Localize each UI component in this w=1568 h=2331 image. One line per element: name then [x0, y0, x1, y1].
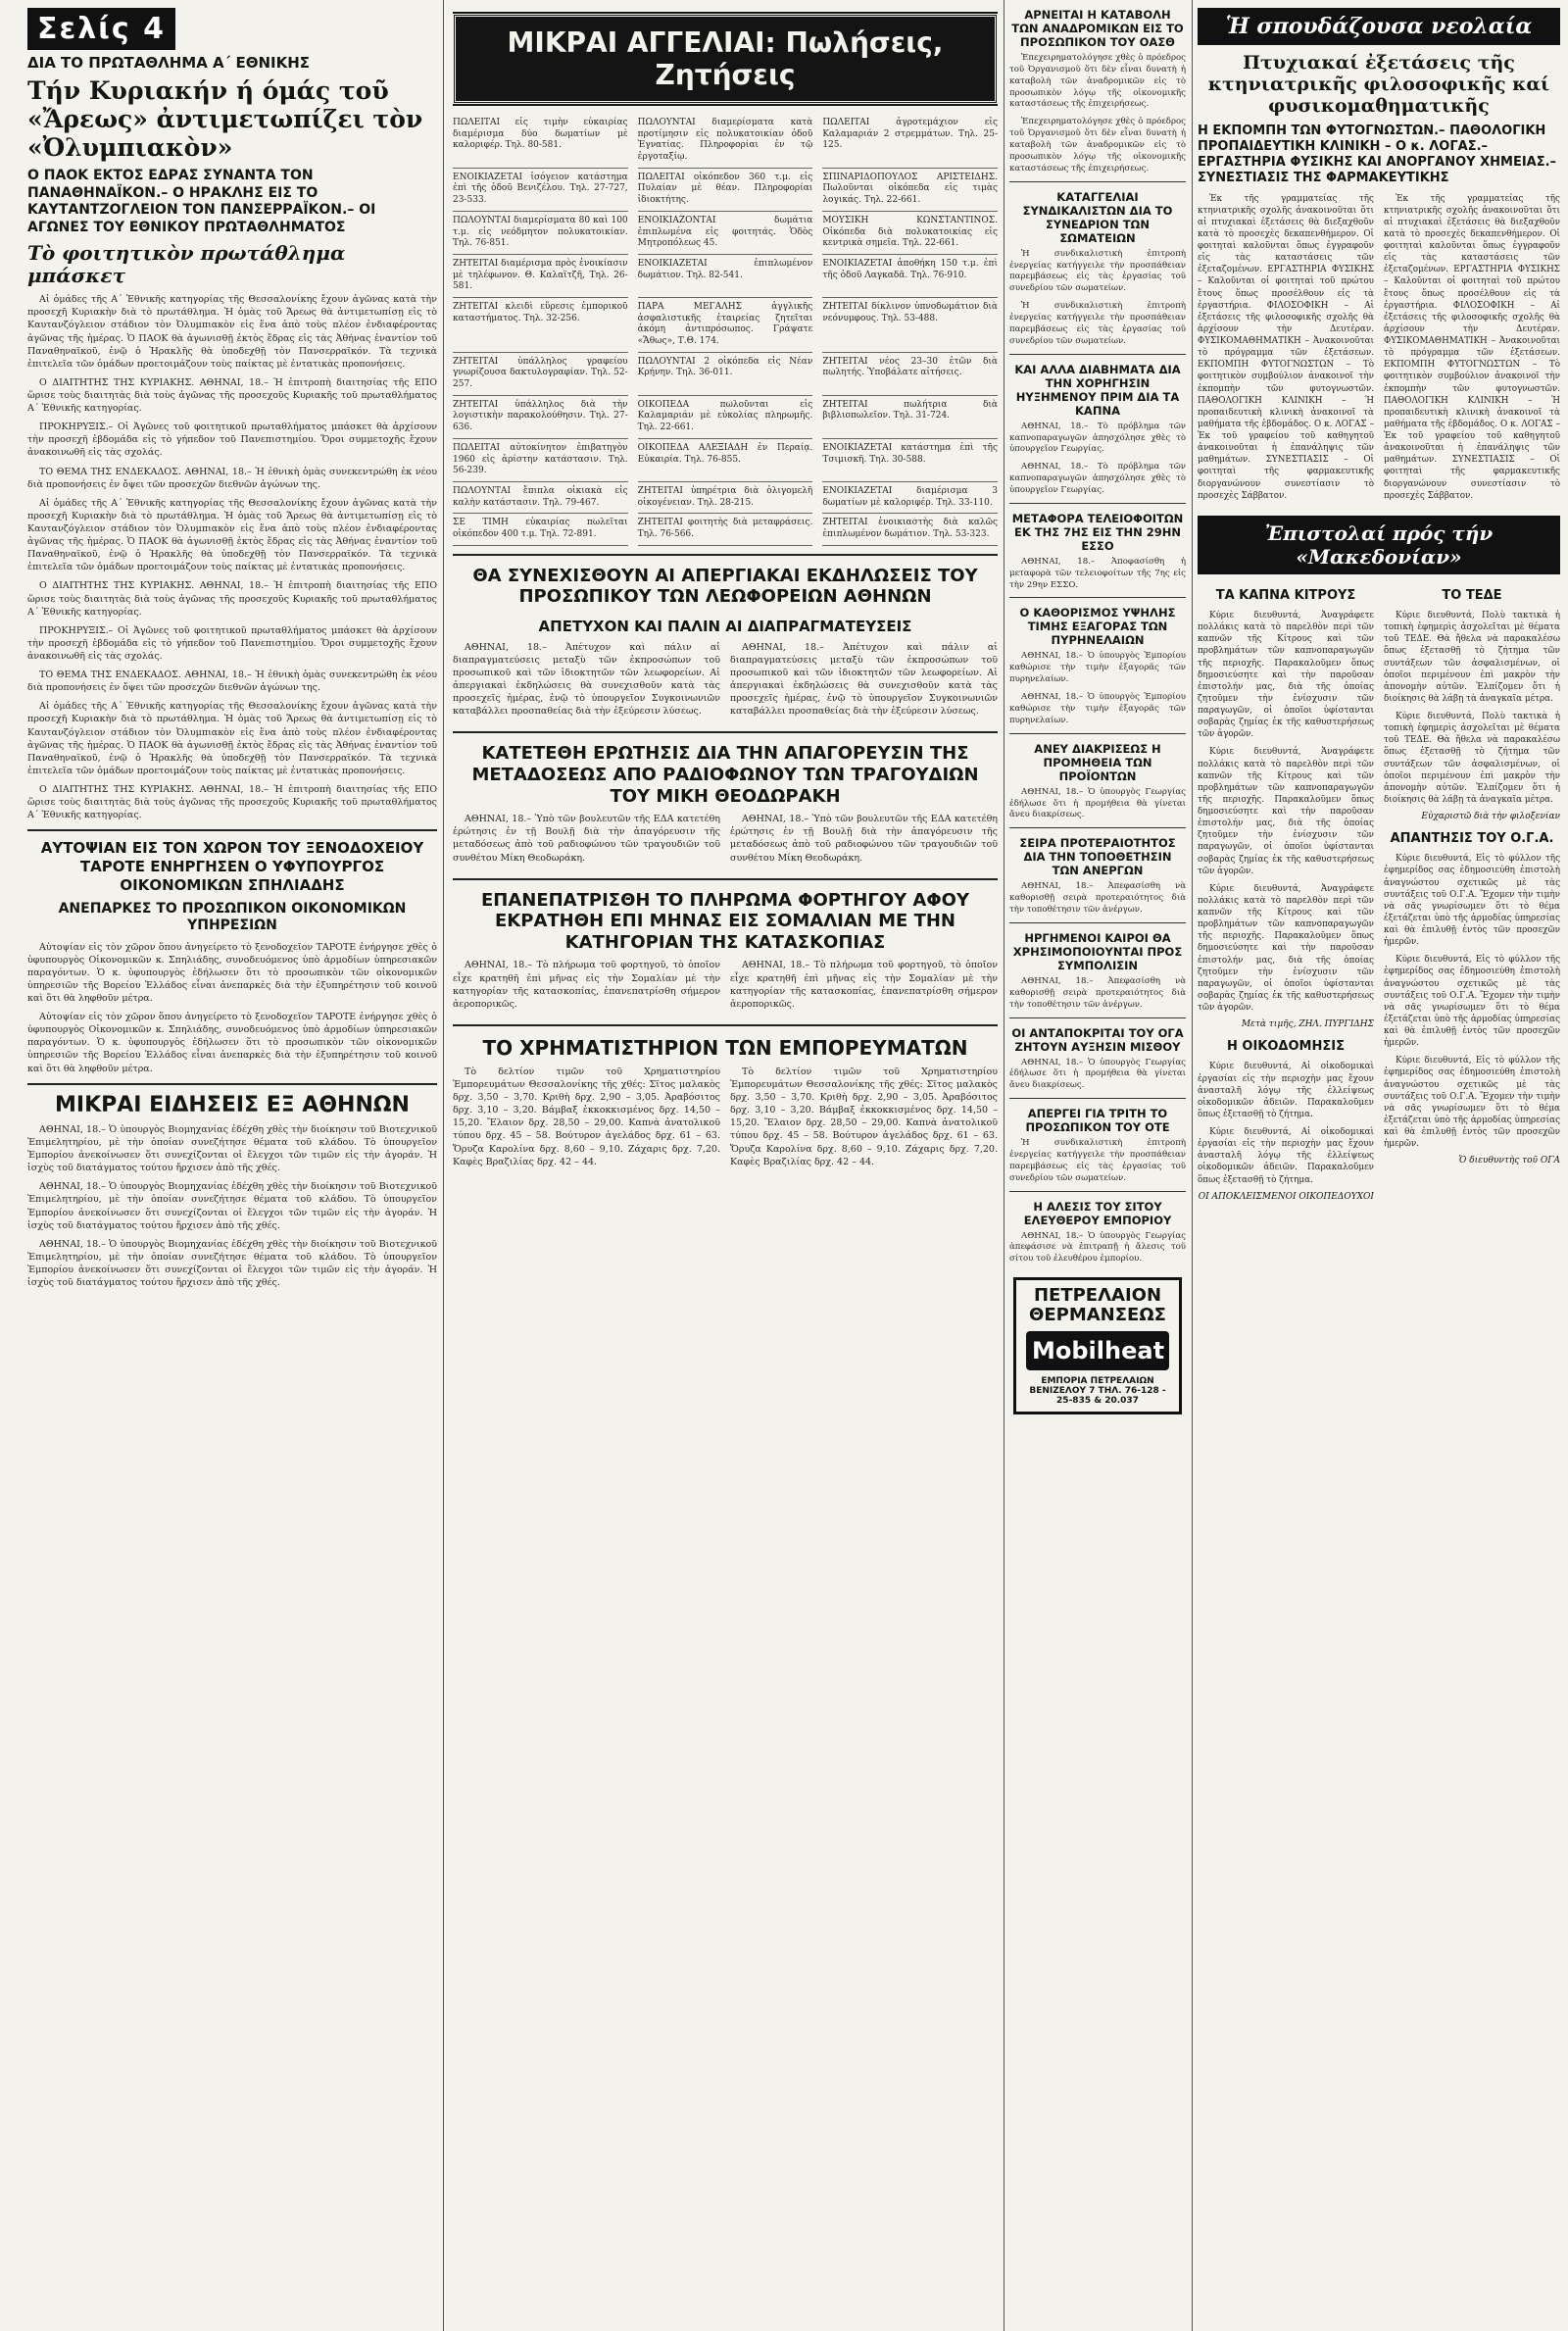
headline-bus-strike: ΘΑ ΣΥΝΕΧΙΣΘΟΥΝ ΑΙ ΑΠΕΡΓΙΑΚΑΙ ΕΚΔΗΛΩΣΕΙΣ ΤΟΥ ΠΡΟΣΩΠΙΚΟΥ ΤΩΝ ΛΕΩΦΟΡΕΙΩΝ ΑΘΗΝΩΝ: [472, 565, 978, 608]
classified-ad: ΣΠΙΝΑΡΙΔΟΠΟΥΛΟΣ ΑΡΙΣΤΕΙΔΗΣ. Πωλοῦνται οἰκόπεδα εἰς τιμὰς λογικάς. Τηλ. 22-661.: [822, 169, 998, 212]
headline: ΚΑΤΑΓΓΕΛΙΑΙ ΣΥΝΔΙΚΑΛΙΣΤΩΝ ΔΙΑ ΤΟ ΣΥΝΕΔΡΙΟΝ ΤΩΝ ΣΩΜΑΤΕΙΩΝ: [1022, 189, 1173, 245]
paragraph: ΑΘΗΝΑΙ, 18.– Ἀπέτυχον καὶ πάλιν αἱ διαπραγματεύσεις μεταξὺ τῶν ἐκπροσώπων τοῦ προσωπικοῦ καὶ τῶν ἰδιοκτητῶν τῶν λεωφορείων. Αἱ ἀπεργιακαὶ ἐκδηλώσεις θὰ συνεχισθοῦν κατὰ τὰς προσεχεῖς ἡμέρας, ἐνῷ τὸ ὑπουργεῖον Συγκοινωνιῶν καταβάλλει προσπαθείας διὰ τὴν ἐξεύρεσιν λύσεως.: [730, 641, 998, 718]
paragraph: Κύριε διευθυντά, Εἰς τὸ φύλλον τῆς ἐφημερίδος σας ἐδημοσιεύθη ἐπιστολὴ ἀναγνώστου σχετικῶς μὲ τὰς συντάξεις τοῦ Ο.Γ.Α. Ἔχομεν τὴν τιμὴν νὰ σᾶς γνωρίσωμεν ὅτι τὸ θέμα ἐξετάζεται ὑπὸ τῆς ἁρμοδίας ὑπηρεσίας καὶ θὰ ἐπιλυθῇ ἐντὸς τῶν προσεχῶν ἡμερῶν.: [1384, 955, 1560, 1049]
headline: ΟΙ ΑΝΤΑΠΟΚΡΙΤΑΙ ΤΟΥ ΟΓΑ ΖΗΤΟΥΝ ΑΥΞΗΣΙΝ ΜΙΣΘΟΥ: [1011, 1025, 1184, 1054]
paragraph: ΑΘΗΝΑΙ, 18.– Ὁ ὑπουργὸς Γεωργίας ἐδήλωσε ὅτι ἡ προμήθεια θὰ γίνεται ἄνευ διακρίσεως.: [1009, 786, 1186, 820]
paragraph: ΑΘΗΝΑΙ, 18.– Ὁ ὑπουργὸς Βιομηχανίας ἐδέχθη χθὲς τὴν διοίκησιν τοῦ Βιοτεχνικοῦ Ἐπιμελητηρίου, μὲ τὴν ὁποίαν συνεζήτησε θέματα τοῦ κλάδου. Τὸ ὑπουργεῖον Ἐμπορίου ἀνεκοίνωσεν ὅτι συνεχίζονται οἱ ἔλεγχοι τῶν τιμῶν εἰς τὴν ἀγοράν. Ἡ ἰσχὺς τοῦ διατάγματος τούτου ἤρχισεν ἀπὸ τῆς χθές.: [27, 1238, 437, 1289]
paragraph: Ἡ συνδικαλιστικὴ ἐπιτροπὴ ἐνεργείας κατήγγειλε τὴν προσπάθειαν παρεμβάσεως εἰς τὰς ἐργασίας τοῦ συνεδρίου τῶν σωματείων.: [1009, 301, 1186, 346]
article-body: [27, 941, 437, 1075]
divider: [1009, 503, 1186, 504]
paragraph: Αἱ ὁμάδες τῆς Α΄ Ἐθνικῆς κατηγορίας τῆς Θεσσαλονίκης ἔχουν ἀγῶνας κατὰ τὴν προσεχῆ Κυριακὴν διὰ τὸ πρωτάθλημα. Ἡ ὁμὰς τοῦ Ἄρεως θὰ ἀντιμετωπίσῃ εἰς τὸ Καυτανζόγλειον στάδιον τὸν Ὀλυμπιακὸν εἰς ἕνα ἀπὸ τοὺς πλέον ἐνδιαφέροντας ἀγῶνας τῆς ἡμέρας. Ὁ ΠΑΟΚ θὰ ἀγωνισθῇ ἐκτὸς ἕδρας εἰς τὰς Ἀθήνας ἐναντίον τοῦ Παναθηναϊκοῦ, ἐνῷ ὁ Ἡρακλῆς θὰ ὑποδεχθῇ τὸν Πανσερραϊκόν. Τὰ τεχνικὰ ἐπιτελεῖα τῶν ὁμάδων προετοιμάζουν τοὺς παίκτας μὲ ἐντατικὰς προπονήσεις.: [27, 497, 437, 573]
divider: [1009, 922, 1186, 923]
main-subhead: Ο ΠΑΟΚ ΕΚΤΟΣ ΕΔΡΑΣ ΣΥΝΑΝΤΑ ΤΟΝ ΠΑΝΑΘΗΝΑΪΚΟΝ.– Ο ΗΡΑΚΛΗΣ ΕΙΣ ΤΟ ΚΑΥΤΑΝΤΖΟΓΛΕΙΟΝ ΤΟΝ ΠΑΝΣΕΡΡΑΪΚΟΝ.– ΟΙ ΑΓΩΝΕΣ ΤΟΥ ΕΘΝΙΚΟΥ ΠΡΩΤΑΘΛΗΜΑΤΟΣ: [27, 168, 376, 235]
sports-column: [27, 0, 437, 2331]
headline-athens-news: ΜΙΚΡΑΙ ΕΙΔΗΣΕΙΣ ΕΞ ΑΘΗΝΩΝ: [55, 1092, 410, 1117]
short-news-column: [1009, 0, 1186, 2331]
paragraph: Ἐπεχειρηματολόγησε χθὲς ὁ πρόεδρος τοῦ Ὀργανισμοῦ ὅτι δὲν εἶναι δυνατὴ ἡ καταβολὴ τῶν ἀναδρομικῶν εἰς τὸ προσωπικὸν λόγῳ τῆς οἰκονομικῆς καταστάσεως τῆς ἐπιχειρήσεως.: [1009, 53, 1186, 110]
letter-title: Η ΟΙΚΟΔΟΜΗΣΙΣ: [1227, 1039, 1345, 1055]
paragraph: ΠΡΟΚΗΡΥΞΙΣ.– Οἱ Ἀγῶνες τοῦ φοιτητικοῦ πρωταθλήματος μπάσκετ θὰ ἀρχίσουν τὴν προσεχῆ ἑβδομάδα εἰς τὸ γήπεδον τοῦ Πανεπιστημίου. Ὅροι συμμετοχῆς ἔχουν ἀνακοινωθῆ εἰς τὰς σχολάς.: [27, 624, 437, 662]
paragraph: ΠΡΟΚΗΡΥΞΙΣ.– Οἱ Ἀγῶνες τοῦ φοιτητικοῦ πρωταθλήματος μπάσκετ θὰ ἀρχίσουν τὴν προσεχῆ ἑβδομάδα εἰς τὸ γήπεδον τοῦ Πανεπιστημίου. Ὅροι συμμετοχῆς ἔχουν ἀνακοινωθῆ εἰς τὰς σχολάς.: [27, 422, 437, 459]
letter-title: ΤΟ ΤΕΔΕ: [1442, 587, 1502, 603]
column-rule: [1192, 0, 1193, 2331]
paragraph: Κύριε διευθυντά, Ἀναγράφετε πολλάκις κατὰ τὸ παρελθὸν περὶ τῶν καπνῶν τῆς Κίτρους καὶ τῶν προβλημάτων τῶν καπνοπαραγωγῶν τῆς περιοχῆς. Παρακαλοῦμεν ὅπως δημοσιεύσητε καὶ τὴν παροῦσαν ἐπιστολήν μας, διὰ τῆς ὁποίας ζητοῦμεν τὴν ἐνίσχυσιν τῶν παραγωγῶν, οἱ ὁποῖοι ὑφίστανται σοβαρὰς ζημίας ἐκ τῆς καθυστερήσεως τῶν ἀγορῶν.: [1198, 747, 1374, 876]
page-banner: [27, 8, 437, 50]
divider: [1009, 733, 1186, 734]
classified-ad: ΟΙΚΟΠΕΔΑ ΑΛΕΞΙΑΔΗ ἐν Περαίᾳ. Εὐκαιρία. Τηλ. 76-855.: [638, 439, 813, 482]
classified-ad: ΖΗΤΕΙΤΑΙ νέος 23–30 ἐτῶν διὰ πωλητής. Ὑποβάλατε αἰτήσεις.: [822, 353, 998, 396]
letter-body: [1198, 610, 1374, 1014]
classified-ad: ΖΗΤΕΙΤΑΙ ὑπηρέτρια διὰ ὀλιγομελῆ οἰκογένειαν. Τηλ. 28-215.: [638, 482, 813, 514]
paragraph: ΑΘΗΝΑΙ, 18.– Ὁ ὑπουργὸς Βιομηχανίας ἐδέχθη χθὲς τὴν διοίκησιν τοῦ Βιοτεχνικοῦ Ἐπιμελητηρίου, μὲ τὴν ὁποίαν συνεζήτησε θέματα τοῦ κλάδου. Τὸ ὑπουργεῖον Ἐμπορίου ἀνεκοίνωσεν ὅτι συνεχίζονται οἱ ἔλεγχοι τῶν τιμῶν εἰς τὴν ἀγοράν. Ἡ ἰσχὺς τοῦ διατάγματος τούτου ἤρχισεν ἀπὸ τῆς χθές.: [27, 1181, 437, 1231]
article-body: [1009, 422, 1186, 497]
paragraph: Αὐτοψίαν εἰς τὸν χῶρον ὅπου ἀνηγείρετο τὸ ξενοδοχεῖον ΤΑΡΟΤΕ ἐνήργησε χθὲς ὁ ὑφυπουργὸς Οἰκονομικῶν κ. Σπηλιάδης, συνοδευόμενος ὑπὸ ἀρμοδίων ὑπηρεσιακῶν παραγόντων. Ὁ κ. ὑφυπουργὸς ἐδήλωσεν ὅτι τὸ προσωπικὸν τῶν οἰκονομικῶν ὑπηρεσιῶν τῆς Βορείου Ἑλλάδος εἶναι ἀνεπαρκὲς διὰ τὴν ἐξυπηρέτησιν τοῦ κοινοῦ καὶ ὅτι θὰ ληφθοῦν μέτρα.: [27, 1012, 437, 1074]
classified-ad: ΖΗΤΕΙΤΑΙ δίκλινον ὑπνοδωμάτιον διὰ νεόνυμφους. Τηλ. 53-488.: [822, 298, 998, 353]
paragraph: Αἱ ὁμάδες τῆς Α΄ Ἐθνικῆς κατηγορίας τῆς Θεσσαλονίκης ἔχουν ἀγῶνας κατὰ τὴν προσεχῆ Κυριακὴν διὰ τὸ πρωτάθλημα. Ἡ ὁμὰς τοῦ Ἄρεως θὰ ἀντιμετωπίσῃ εἰς τὸ Καυτανζόγλειον στάδιον τὸν Ὀλυμπιακὸν εἰς ἕνα ἀπὸ τοὺς πλέον ἐνδιαφέροντας ἀγῶνας τῆς ἡμέρας. Ὁ ΠΑΟΚ θὰ ἀγωνισθῇ ἐκτὸς ἕδρας εἰς τὰς Ἀθήνας ἐναντίον τοῦ Παναθηναϊκοῦ, ἐνῷ ὁ Ἡρακλῆς θὰ ὑποδεχθῇ τὸν Πανσερραϊκόν. Τὰ τεχνικὰ ἐπιτελεῖα τῶν ὁμάδων προετοιμάζουν τοὺς παίκτας μὲ ἐντατικὰς προπονήσεις.: [27, 701, 437, 776]
letter-signature: ΟΙ ΑΠΟΚΛΕΙΣΜΕΝΟΙ ΟΙΚΟΠΕΔΟΥΧΟΙ: [1198, 1191, 1374, 1202]
headline: ΚΑΙ ΑΛΛΑ ΔΙΑΒΗΜΑΤΑ ΔΙΑ ΤΗΝ ΧΟΡΗΓΗΣΙΝ ΗΥΞΗΜΕΝΟΥ ΠΡΙΜ ΔΙΑ ΤΑ ΚΑΠΝΑ: [1014, 362, 1181, 418]
classified-ad: ΖΗΤΕΙΤΑΙ πωλήτρια διὰ βιβλιοπωλεῖον. Τηλ. 31-724.: [822, 396, 998, 439]
paragraph: Κύριε διευθυντά, Πολὺ τακτικὰ ἡ τοπικὴ ἐφημερὶς ἀσχολεῖται μὲ θέματα τοῦ ΤΕΔΕ. Θὰ ἤθελα νὰ παρακαλέσω ὅπως ἐξετασθῇ τὸ ζήτημα τῶν συντάξεων τῶν ἀσφαλισμένων, οἱ ὁποῖοι περιμένουν ἐπὶ μακρὸν τὴν ἀπονομὴν αὐτῶν. Ἐλπίζομεν ὅτι ἡ διοίκησις θὰ λάβῃ τὰ ἀναγκαῖα μέτρα.: [1384, 712, 1560, 805]
paragraph: Κύριε διευθυντά, Αἱ οἰκοδομικαὶ ἐργασίαι εἰς τὴν περιοχὴν μας ἔχουν ἀνασταλῆ λόγῳ τῆς ἐλλείψεως οἰκοδομικῶν ἀδειῶν. Παρακαλοῦμεν ὅπως ἐξετασθῇ τὸ ζήτημα.: [1198, 1062, 1374, 1119]
divider: [1009, 827, 1186, 828]
headline: ΑΝΕΥ ΔΙΑΚΡΙΣΕΩΣ Η ΠΡΟΜΗΘΕΙΑ ΤΩΝ ΠΡΟΪΟΝΤΩΝ: [1034, 741, 1161, 783]
paragraph: Κύριε διευθυντά, Εἰς τὸ φύλλον τῆς ἐφημερίδος σας ἐδημοσιεύθη ἐπιστολὴ ἀναγνώστου σχετικῶς μὲ τὰς συντάξεις τοῦ Ο.Γ.Α. Ἔχομεν τὴν τιμὴν νὰ σᾶς γνωρίσωμεν ὅτι τὸ θέμα ἐξετάζεται ὑπὸ τῆς ἁρμοδίας ὑπηρεσίας καὶ θὰ ἐπιλυθῇ ἐντὸς τῶν προσεχῶν ἡμερῶν.: [1384, 1056, 1560, 1150]
divider: [1009, 181, 1186, 182]
classified-ad: ΕΝΟΙΚΙΑΖΕΤΑΙ ἀποθήκη 150 τ.μ. ἐπὶ τῆς ὁδοῦ Λαγκαδᾶ. Τηλ. 76-910.: [822, 255, 998, 298]
divider: [1009, 1017, 1186, 1018]
divider: [1009, 597, 1186, 598]
paragraph: ΑΘΗΝΑΙ, 18.– Τὸ πλήρωμα τοῦ φορτηγοῦ, τὸ ὁποῖον εἶχε κρατηθῆ ἐπὶ μῆνας εἰς τὴν Σομαλίαν μὲ τὴν κατηγορίαν τῆς κατασκοπίας, ἐπανεπατρίσθη σήμερον ἀεροπορικῶς.: [730, 960, 998, 1010]
classifieds-column: [453, 0, 998, 2331]
article-body: [1009, 976, 1186, 1012]
paragraph: Τὸ δελτίον τιμῶν τοῦ Χρηματιστηρίου Ἐμπορευμάτων Θεσσαλονίκης τῆς χθές: Σῖτος μαλακὸς δρχ. 3,50 – 3,70. Κριθὴ δρχ. 2,90 – 3,05. Ἀραβόσιτος δρχ. 3,10 – 3,20. Βάμβαξ ἐκκοκκισμένος δρχ. 14,50 – 15,20. Ἔλαιον δρχ. 28,50 – 29,00. Καπνὰ ἀνατολικοῦ τύπου δρχ. 45 – 58. Βούτυρον ἀγελάδος δρχ. 61 – 63. Ὄρυζα Καρολίνα δρχ. 8,60 – 9,10. Ζάχαρις δρχ. 7,20. Καφὲς Βραζιλίας δρχ. 42 – 44.: [453, 1066, 720, 1167]
classified-ad: ΠΑΡΑ ΜΕΓΑΛΗΣ ἀγγλικῆς ἀσφαλιστικῆς ἐταιρείας ζητεῖται ἀκόμη ἀντιπρόσωπος. Γράψατε «Ἄθως», Τ.Θ. 174.: [638, 298, 813, 353]
classifieds-grid: [453, 114, 998, 546]
classified-ad: ΠΩΛΕΙΤΑΙ ἀγροτεμάχιον εἰς Καλαμαριάν 2 στρεμμάτων. Τηλ. 25-125.: [822, 114, 998, 169]
article-body: [1009, 1138, 1186, 1184]
paragraph: ΑΘΗΝΑΙ, 18.– Τὸ πλήρωμα τοῦ φορτηγοῦ, τὸ ὁποῖον εἶχε κρατηθῆ ἐπὶ μῆνας εἰς τὴν Σομαλίαν μὲ τὴν κατηγορίαν τῆς κατασκοπίας, ἐπανεπατρίσθη σήμερον ἀεροπορικῶς.: [453, 960, 720, 1010]
article-body: [1009, 249, 1186, 348]
article-body: [453, 1066, 998, 1174]
classified-ad: ΖΗΤΕΙΤΑΙ διαμέρισμα πρὸς ἐνοικίασιν μὲ τηλέφωνον. Θ. Καλαϊτζῆ, Τηλ. 26-581.: [453, 255, 628, 298]
paragraph: Ἡ συνδικαλιστικὴ ἐπιτροπὴ ἐνεργείας κατήγγειλε τὴν προσπάθειαν παρεμβάσεως εἰς τὰς ἐργασίας τοῦ συνεδρίου τῶν σωματείων.: [1009, 1138, 1186, 1183]
classified-ad: ΕΝΟΙΚΙΑΖΕΤΑΙ κατάστημα ἐπὶ τῆς Τσιμισκῆ. Τηλ. 30-588.: [822, 439, 998, 482]
section-kicker: ΔΙΑ ΤΟ ΠΡΩΤΑΘΛΗΜΑ Α΄ ΕΘΝΙΚΗΣ: [27, 54, 311, 72]
divider: [1009, 1098, 1186, 1099]
article-body: [1009, 651, 1186, 726]
section-header-letters: Ἐπιστολαί πρός τήν «Μακεδονίαν»: [1198, 516, 1560, 574]
paragraph: Ἐκ τῆς γραμματείας τῆς κτηνιατρικῆς σχολῆς ἀνακοινοῦται ὅτι αἱ πτυχιακαὶ ἐξετάσεις θὰ διεξαχθοῦν κατὰ τὸ προσεχὲς δεκαπενθήμερον. Οἱ φοιτηταὶ καλοῦνται ὅπως ἐγγραφοῦν εἰς τὰς καταστάσεις τῶν ἐξεταζομένων. ΕΡΓΑΣΤΗΡΙΑ ΦΥΣΙΚΗΣ – Καλοῦνται οἱ φοιτηταὶ τοῦ πρώτου ἔτους ὅπως προσέλθουν εἰς τὰ ἐργαστήρια. ΦΙΛΟΣΟΦΙΚΗ – Αἱ ἐξετάσεις τῆς φιλοσοφικῆς σχολῆς θὰ ἀρχίσουν τὴν Δευτέραν. ΦΥΣΙΚΟΜΑΘΗΜΑΤΙΚΗ – Ἀνακοινοῦται τὸ πρόγραμμα τῶν ἐξετάσεων. ΕΚΠΟΜΠΗ ΦΥΤΟΓΝΩΣΤΩΝ – Τὸ φοιτητικὸν συμβούλιον ἀνακοινοῖ τὴν ἐκπομπὴν τῶν φυτογνωστῶν. ΠΑΘΟΛΟΓΙΚΗ ΚΛΙΝΙΚΗ – Ἡ προπαιδευτικὴ κλινικὴ ἀνακοινοῖ τὰ μαθήματα τῆς ἑβδομάδος. Ο κ. ΛΟΓΑΣ – Ἐκ τοῦ γραφείου τοῦ καθηγητοῦ ἀνακοινοῦται ἡ ἐπανάληψις τῶν μαθημάτων. ΣΥΝΕΣΤΙΑΣΙΣ – Οἱ φοιτηταὶ τῆς φαρμακευτικῆς διοργανώνουν συνεστίασιν τὸ προσεχὲς Σάββατον.: [1384, 193, 1560, 501]
paragraph: Κύριε διευθυντά, Ἀναγράφετε πολλάκις κατὰ τὸ παρελθὸν περὶ τῶν καπνῶν τῆς Κίτρους καὶ τῶν προβλημάτων τῶν καπνοπαραγωγῶν τῆς περιοχῆς. Παρακαλοῦμεν ὅπως δημοσιεύσητε καὶ τὴν παροῦσαν ἐπιστολήν μας, διὰ τῆς ὁποίας ζητοῦμεν τὴν ἐνίσχυσιν τῶν παραγωγῶν, οἱ ὁποῖοι ὑφίστανται σοβαρὰς ζημίας ἐκ τῆς καθυστερήσεως τῶν ἀγορῶν.: [1198, 611, 1374, 740]
classified-ad: ΠΩΛΟΥΝΤΑΙ 2 οἰκόπεδα εἰς Νέαν Κρήνην. Τηλ. 36-011.: [638, 353, 813, 396]
paragraph: ΑΘΗΝΑΙ, 18.– Τὸ πρόβλημα τῶν καπνοπαραγωγῶν ἀπησχόλησε χθὲς τὸ ὑπουργεῖον Γεωργίας.: [1009, 421, 1186, 455]
page-number-banner: Σελίς 4: [27, 8, 175, 50]
divider: [453, 878, 998, 880]
headline: ΗΡΓΗΜΕΝΟΙ ΚΑΙΡΟΙ ΘΑ ΧΡΗΣΙΜΟΠΟΙΟΥΝΤΑΙ ΠΡΟΣ ΣΥΜΠΟΛΙΣΙΝ: [1012, 930, 1183, 972]
subhead-bus-strike: ΑΠΕΤΥΧΟΝ ΚΑΙ ΠΑΛΙΝ ΑΙ ΔΙΑΠΡΑΓΜΑΤΕΥΣΕΙΣ: [538, 617, 912, 635]
article-body: [453, 813, 998, 869]
paragraph: ΑΘΗΝΑΙ, 18.– Ἀπέτυχον καὶ πάλιν αἱ διαπραγματεύσεις μεταξὺ τῶν ἐκπροσώπων τοῦ προσωπικοῦ καὶ τῶν ἰδιοκτητῶν τῶν λεωφορείων. Αἱ ἀπεργιακαὶ ἐκδηλώσεις θὰ συνεχισθοῦν κατὰ τὰς προσεχεῖς ἡμέρας, ἐνῷ τὸ ὑπουργεῖον Συγκοινωνιῶν καταβάλλει προσπαθείας διὰ τὴν ἐξεύρεσιν λύσεως.: [453, 641, 720, 718]
classified-ad: ΖΗΤΕΙΤΑΙ ὑπάλληλος γραφείου γνωρίζουσα δακτυλογραφίαν. Τηλ. 52-257.: [453, 353, 628, 396]
subhead-exams: Η ΕΚΠΟΜΠΗ ΤΩΝ ΦΥΤΟΓΝΩΣΤΩΝ.– ΠΑΘΟΛΟΓΙΚΗ ΠΡΟΠΑΙΔΕΥΤΙΚΗ ΚΛΙΝΙΚΗ – Ο κ. ΛΟΓΑΣ.– ΕΡΓΑΣΤΗΡΙΑ ΦΥΣΙΚΗΣ ΚΑΙ ΑΝΟΡΓΑΝΟΥ ΧΗΜΕΙΑΣ.– ΣΥΝΕΣΤΙΑΣΙΣ ΤΗΣ ΦΑΡΜΑΚΕΥΤΙΚΗΣ: [1198, 123, 1557, 186]
classified-ad: ΠΩΛΟΥΝΤΑΙ ἔπιπλα οἰκιακὰ εἰς καλὴν κατάστασιν. Τηλ. 79-467.: [453, 482, 628, 514]
classified-ad: ΕΝΟΙΚΙΑΖΕΤΑΙ διαμέρισμα 3 δωματίων μὲ καλοριφέρ. Τηλ. 33-110.: [822, 482, 998, 514]
paragraph: Αἱ ὁμάδες τῆς Α΄ Ἐθνικῆς κατηγορίας τῆς Θεσσαλονίκης ἔχουν ἀγῶνας κατὰ τὴν προσεχῆ Κυριακὴν διὰ τὸ πρωτάθλημα. Ἡ ὁμὰς τοῦ Ἄρεως θὰ ἀντιμετωπίσῃ εἰς τὸ Καυτανζόγλειον στάδιον τὸν Ὀλυμπιακὸν εἰς ἕνα ἀπὸ τοὺς πλέον ἐνδιαφέροντας ἀγῶνας τῆς ἡμέρας. Ὁ ΠΑΟΚ θὰ ἀγωνισθῇ ἐκτὸς ἕδρας εἰς τὰς Ἀθήνας ἐναντίον τοῦ Παναθηναϊκοῦ, ἐνῷ ὁ Ἡρακλῆς θὰ ὑποδεχθῇ τὸν Πανσερραϊκόν. Τὰ τεχνικὰ ἐπιτελεῖα τῶν ὁμάδων προετοιμάζουν τοὺς παίκτας μὲ ἐντατικὰς προπονήσεις.: [27, 294, 437, 370]
letter-body: [1384, 610, 1560, 806]
classified-ad: ΖΗΤΕΙΤΑΙ ἐνοικιαστὴς διὰ καλῶς ἐπιπλωμένον δωμάτιον. Τηλ. 53-323.: [822, 514, 998, 545]
paragraph: ΑΘΗΝΑΙ, 18.– Ὑπὸ τῶν βουλευτῶν τῆς ΕΔΑ κατετέθη ἐρώτησις ἐν τῇ Βουλῇ διὰ τὴν ἀπαγόρευσιν τῆς μεταδόσεως ἀπὸ τοῦ ραδιοφώνου τῶν τραγουδιῶν τοῦ συνθέτου Μίκη Θεοδωράκη.: [730, 814, 998, 864]
headline: Η ΑΛΕΣΙΣ ΤΟΥ ΣΙΤΟΥ ΕΛΕΥΘΕΡΟΥ ΕΜΠΟΡΙΟΥ: [1023, 1199, 1172, 1227]
classified-ad: ΣΕ ΤΙΜΗ εὐκαιρίας πωλεῖται οἰκόπεδον 400 τ.μ. Τηλ. 72-891.: [453, 514, 628, 545]
paragraph: Ο ΔΙΑΙΤΗΤΗΣ ΤΗΣ ΚΥΡΙΑΚΗΣ. ΑΘΗΝΑΙ, 18.– Ἡ ἐπιτροπὴ διαιτησίας τῆς ΕΠΟ ὥρισε τοὺς διαιτητὰς διὰ τοὺς ἀγῶνας τῆς προσεχοῦς Κυριακῆς τοῦ πρωταθλήματος Α΄ Ἐθνικῆς κατηγορίας.: [27, 376, 437, 415]
paragraph: Κύριε διευθυντά, Αἱ οἰκοδομικαὶ ἐργασίαι εἰς τὴν περιοχὴν μας ἔχουν ἀνασταλῆ λόγῳ τῆς ἐλλείψεως οἰκοδομικῶν ἀδειῶν. Παρακαλοῦμεν ὅπως ἐξετασθῇ τὸ ζήτημα.: [1198, 1127, 1374, 1185]
mobilheat-logo: Mobilheat: [1026, 1331, 1169, 1370]
letter-signature: Μετὰ τιμῆς, ΖΗΛ. ΠΥΡΓΙΔΗΣ: [1241, 1019, 1374, 1030]
headline-hotel: ΑΥΤΟΨΙΑΝ ΕΙΣ ΤΟΝ ΧΩΡΟΝ ΤΟΥ ΞΕΝΟΔΟΧΕΙΟΥ ΤΑΡΟΤΕ ΕΝΗΡΓΗΣΕΝ Ο ΥΦΥΠΟΥΡΓΟΣ ΟΙΚΟΝΟΜΙΚΩΝ ΣΠΗΛΙΑΔΗΣ: [40, 839, 424, 894]
subhead-hotel: ΑΝΕΠΑΡΚΕΣ ΤΟ ΠΡΟΣΩΠΙΚΟΝ ΟΙΚΟΝΟΜΙΚΩΝ ΥΠΗΡΕΣΙΩΝ: [58, 900, 407, 934]
divider: [453, 554, 998, 556]
classified-ad: ΠΩΛΕΙΤΑΙ οἰκόπεδον 360 τ.μ. εἰς Πυλαίαν μὲ θέαν. Πληροφορίαι ἰδιοκτήτης.: [638, 169, 813, 212]
classified-ad: ΜΟΥΣΙΚΗ ΚΩΝΣΤΑΝΤΙΝΟΣ. Οἰκόπεδα διὰ πολυκατοικίας εἰς κεντρικὰ σημεῖα. Τηλ. 22-661.: [822, 212, 998, 255]
paragraph: ΑΘΗΝΑΙ, 18.– Ὁ ὑπουργὸς Ἐμπορίου καθώρισε τὴν τιμὴν ἐξαγορᾶς τῶν πυρηνελαίων.: [1009, 651, 1186, 685]
divider: [1009, 354, 1186, 355]
main-headline: Τήν Κυριακήν ή όμάς τοῦ «Ἄρεως» ἀντιμετωπίζει τὸν «Ὀλυμπιακὸν»: [27, 76, 423, 162]
classified-ad: ΟΙΚΟΠΕΔΑ πωλοῦνται εἰς Καλαμαριάν μὲ εὐκολίας πληρωμῆς. Τηλ. 22-661.: [638, 396, 813, 439]
paragraph: ΑΘΗΝΑΙ, 18.– Ὁ ὑπουργὸς Γεωργίας ἐδήλωσε ὅτι ἡ προμήθεια θὰ γίνεται ἄνευ διακρίσεως.: [1009, 1057, 1186, 1091]
divider: [453, 1024, 998, 1026]
section-header-youth: Ἡ σπουδάζουσα νεολαία: [1198, 8, 1560, 45]
paragraph: ΤΟ ΘΕΜΑ ΤΗΣ ΕΝΔΕΚΑΔΟΣ. ΑΘΗΝΑΙ, 18.– Ἡ ἐθνικὴ ὁμὰς συνεκεντρώθη ἐκ νέου διὰ προπονήσεις ἐν ὄψει τῶν προσεχῶν διεθνῶν ἀγώνων της.: [27, 670, 437, 694]
classified-ad: ΖΗΤΕΙΤΑΙ κλειδὶ εὕρεσις ἐμπορικοῦ καταστήματος. Τηλ. 32-256.: [453, 298, 628, 353]
paragraph: Ο ΔΙΑΙΤΗΤΗΣ ΤΗΣ ΚΥΡΙΑΚΗΣ. ΑΘΗΝΑΙ, 18.– Ἡ ἐπιτροπὴ διαιτησίας τῆς ΕΠΟ ὥρισε τοὺς διαιτητὰς διὰ τοὺς ἀγῶνας τῆς προσεχοῦς Κυριακῆς τοῦ πρωταθλήματος Α΄ Ἐθνικῆς κατηγορίας.: [27, 783, 437, 821]
ad-contact: ΕΜΠΟΡΙΑ ΠΕΤΡΕΛΑΙΩΝ ΒΕΝΙΖΕΛΟΥ 7 ΤΗΛ. 76-128 - 25-835 & 20.037: [1029, 1375, 1166, 1406]
letter-signature: Ὁ διευθυντὴς τοῦ ΟΓΑ: [1458, 1156, 1560, 1166]
paragraph: ΑΘΗΝΑΙ, 18.– Ἀποφασίσθη ἡ μεταφορὰ τῶν τελειοφοίτων τῆς 7ης εἰς τὴν 29ην ΕΣΣΟ.: [1009, 556, 1186, 590]
paragraph: Κύριε διευθυντά, Πολὺ τακτικὰ ἡ τοπικὴ ἐφημερὶς ἀσχολεῖται μὲ θέματα τοῦ ΤΕΔΕ. Θὰ ἤθελα νὰ παρακαλέσω ὅπως ἐξετασθῇ τὸ ζήτημα τῶν συντάξεων τῶν ἀσφαλισμένων, οἱ ὁποῖοι περιμένουν ἐπὶ μακρὸν τὴν ἀπονομὴν αὐτῶν. Ἐλπίζομεν ὅτι ἡ διοίκησις θὰ λάβῃ τὰ ἀναγκαῖα μέτρα.: [1384, 611, 1560, 704]
paragraph: Αὐτοψίαν εἰς τὸν χῶρον ὅπου ἀνηγείρετο τὸ ξενοδοχεῖον ΤΑΡΟΤΕ ἐνήργησε χθὲς ὁ ὑφυπουργὸς Οἰκονομικῶν κ. Σπηλιάδης, συνοδευόμενος ὑπὸ ἀρμοδίων ὑπηρεσιακῶν παραγόντων. Ὁ κ. ὑφυπουργὸς ἐδήλωσεν ὅτι τὸ προσωπικὸν τῶν οἰκονομικῶν ὑπηρεσιῶν τῆς Βορείου Ἑλλάδος εἶναι ἀνεπαρκὲς διὰ τὴν ἐξυπηρέτησιν τοῦ κοινοῦ καὶ ὅτι θὰ ληφθοῦν μέτρα.: [27, 941, 437, 1004]
classified-ad: ΠΩΛΟΥΝΤΑΙ διαμερίσματα κατὰ προτίμησιν εἰς πολυκατοικίαν ὁδοῦ Ἐγνατίας. Πληροφορίαι ἐν τῷ ἐργοταξίῳ.: [638, 114, 813, 169]
paragraph: ΑΘΗΝΑΙ, 18.– Ὁ ὑπουργὸς Ἐμπορίου καθώρισε τὴν τιμὴν ἐξαγορᾶς τῶν πυρηνελαίων.: [1009, 692, 1186, 725]
article-body: [1009, 53, 1186, 175]
letter-body: [1198, 1061, 1374, 1185]
letter-column: [1384, 582, 1560, 1212]
article-body: [1009, 881, 1186, 917]
paragraph: Ἡ συνδικαλιστικὴ ἐπιτροπὴ ἐνεργείας κατήγγειλε τὴν προσπάθειαν παρεμβάσεως εἰς τὰς ἐργασίας τοῦ συνεδρίου τῶν σωματείων.: [1009, 248, 1186, 294]
paragraph: Ἐπεχειρηματολόγησε χθὲς ὁ πρόεδρος τοῦ Ὀργανισμοῦ ὅτι δὲν εἶναι δυνατὴ ἡ καταβολὴ τῶν ἀναδρομικῶν εἰς τὸ προσωπικὸν λόγῳ τῆς οἰκονομικῆς καταστάσεως τῆς ἐπιχειρήσεως.: [1009, 117, 1186, 174]
letter-body: [1384, 853, 1560, 1150]
classified-ad: ΕΝΟΙΚΙΑΖΕΤΑΙ ἰσόγειον κατάστημα ἐπὶ τῆς ὁδοῦ Βενιζέλου. Τηλ. 27-727, 23-533.: [453, 169, 628, 212]
headline-commodities: ΤΟ ΧΡΗΜΑΤΙΣΤΗΡΙΟΝ ΤΩΝ ΕΜΠΟΡΕΥΜΑΤΩΝ: [482, 1035, 968, 1060]
paragraph: Κύριε διευθυντά, Ἀναγράφετε πολλάκις κατὰ τὸ παρελθὸν περὶ τῶν καπνῶν τῆς Κίτρους καὶ τῶν προβλημάτων τῶν καπνοπαραγωγῶν τῆς περιοχῆς. Παρακαλοῦμεν ὅπως δημοσιεύσητε καὶ τὴν παροῦσαν ἐπιστολήν μας, διὰ τῆς ὁποίας ζητοῦμεν τὴν ἐνίσχυσιν τῶν παραγωγῶν, οἱ ὁποῖοι ὑφίστανται σοβαρὰς ζημίας ἐκ τῆς καθυστερήσεως τῶν ἀγορῶν.: [1198, 883, 1374, 1014]
article-body: [1009, 1231, 1186, 1266]
paragraph: ΑΘΗΝΑΙ, 18.– Ἀπεφασίσθη νὰ καθορισθῇ σειρὰ προτεραιότητος διὰ τὴν τοποθέτησιν τῶν ἀνέργων.: [1009, 975, 1186, 1010]
letter-title: ΤΑ ΚΑΠΝΑ ΚΙΤΡΟΥΣ: [1215, 587, 1356, 603]
article-body: [1009, 557, 1186, 592]
student-letters-column: [1198, 0, 1560, 2331]
letter-title: ΑΠΑΝΤΗΣΙΣ ΤΟΥ Ο.Γ.Α.: [1390, 831, 1554, 847]
mobilheat-advertisement: [1013, 1277, 1182, 1414]
classified-ad: ΠΩΛΕΙΤΑΙ εἰς τιμὴν εὐκαιρίας διαμέρισμα δύο δωματίων μὲ καλοριφέρ. Τηλ. 80-581.: [453, 114, 628, 169]
divider: [27, 1083, 437, 1085]
headline-basketball: Τὸ φοιτητικὸν πρωτάθλημα μπάσκετ: [27, 241, 346, 288]
classified-ad: ΖΗΤΕΙΤΑΙ φοιτητὴς διὰ μεταφράσεις. Τηλ. 76-566.: [638, 514, 813, 545]
article-body: [27, 1123, 437, 1289]
paragraph: Ἐκ τῆς γραμματείας τῆς κτηνιατρικῆς σχολῆς ἀνακοινοῦται ὅτι αἱ πτυχιακαὶ ἐξετάσεις θὰ διεξαχθοῦν κατὰ τὸ προσεχὲς δεκαπενθήμερον. Οἱ φοιτηταὶ καλοῦνται ὅπως ἐγγραφοῦν εἰς τὰς καταστάσεις τῶν ἐξεταζομένων. ΕΡΓΑΣΤΗΡΙΑ ΦΥΣΙΚΗΣ – Καλοῦνται οἱ φοιτηταὶ τοῦ πρώτου ἔτους ὅπως προσέλθουν εἰς τὰ ἐργαστήρια. ΦΙΛΟΣΟΦΙΚΗ – Αἱ ἐξετάσεις τῆς φιλοσοφικῆς σχολῆς θὰ ἀρχίσουν τὴν Δευτέραν. ΦΥΣΙΚΟΜΑΘΗΜΑΤΙΚΗ – Ἀνακοινοῦται τὸ πρόγραμμα τῶν ἐξετάσεων. ΕΚΠΟΜΠΗ ΦΥΤΟΓΝΩΣΤΩΝ – Τὸ φοιτητικὸν συμβούλιον ἀνακοινοῖ τὴν ἐκπομπὴν τῶν φυτογνωστῶν. ΠΑΘΟΛΟΓΙΚΗ ΚΛΙΝΙΚΗ – Ἡ προπαιδευτικὴ κλινικὴ ἀνακοινοῖ τὰ μαθήματα τῆς ἑβδομάδος. Ο κ. ΛΟΓΑΣ – Ἐκ τοῦ γραφείου τοῦ καθηγητοῦ ἀνακοινοῦται ἡ ἐπανάληψις τῶν μαθημάτων. ΣΥΝΕΣΤΙΑΣΙΣ – Οἱ φοιτηταὶ τῆς φαρμακευτικῆς διοργανώνουν συνεστίασιν τὸ προσεχὲς Σάββατον.: [1198, 193, 1374, 501]
paragraph: ΑΘΗΝΑΙ, 18.– Ἀπεφασίσθη νὰ καθορισθῇ σειρὰ προτεραιότητος διὰ τὴν τοποθέτησιν τῶν ἀνέργων.: [1009, 881, 1186, 916]
paragraph: Τὸ δελτίον τιμῶν τοῦ Χρηματιστηρίου Ἐμπορευμάτων Θεσσαλονίκης τῆς χθές: Σῖτος μαλακὸς δρχ. 3,50 – 3,70. Κριθὴ δρχ. 2,90 – 3,05. Ἀραβόσιτος δρχ. 3,10 – 3,20. Βάμβαξ ἐκκοκκισμένος δρχ. 14,50 – 15,20. Ἔλαιον δρχ. 28,50 – 29,00. Καπνὰ ἀνατολικοῦ τύπου δρχ. 45 – 58. Βούτυρον ἀγελάδος δρχ. 61 – 63. Ὄρυζα Καρολίνα δρχ. 8,60 – 9,10. Ζάχαρις δρχ. 7,20. Καφὲς Βραζιλίας δρχ. 42 – 44.: [730, 1066, 998, 1167]
classified-ad: ΕΝΟΙΚΙΑΖΕΤΑΙ ἐπιπλωμένον δωμάτιον. Τηλ. 82-541.: [638, 255, 813, 298]
article-body: [1198, 193, 1560, 508]
paragraph: ΑΘΗΝΑΙ, 18.– Ὑπὸ τῶν βουλευτῶν τῆς ΕΔΑ κατετέθη ἐρώτησις ἐν τῇ Βουλῇ διὰ τὴν ἀπαγόρευσιν τῆς μεταδόσεως ἀπὸ τοῦ ραδιοφώνου τῶν τραγουδιῶν τοῦ συνθέτου Μίκη Θεοδωράκη.: [453, 814, 720, 864]
headline: Ο ΚΑΘΟΡΙΣΜΟΣ ΥΨΗΛΗΣ ΤΙΜΗΣ ΕΞΑΓΟΡΑΣ ΤΩΝ ΠΥΡΗΝΕΛΑΙΩΝ: [1019, 606, 1176, 648]
paragraph: ΤΟ ΘΕΜΑ ΤΗΣ ΕΝΔΕΚΑΔΟΣ. ΑΘΗΝΑΙ, 18.– Ἡ ἐθνικὴ ὁμὰς συνεκεντρώθη ἐκ νέου διὰ προπονήσεις ἐν ὄψει τῶν προσεχῶν διεθνῶν ἀγώνων της.: [27, 466, 437, 490]
headline: ΜΕΤΑΦΟΡΑ ΤΕΛΕΙΟΦΟΙΤΩΝ ΕΚ ΤΗΣ 7ΗΣ ΕΙΣ ΤΗΝ 29ΗΝ ΕΣΣΟ: [1011, 511, 1184, 553]
paragraph: Ο ΔΙΑΙΤΗΤΗΣ ΤΗΣ ΚΥΡΙΑΚΗΣ. ΑΘΗΝΑΙ, 18.– Ἡ ἐπιτροπὴ διαιτησίας τῆς ΕΠΟ ὥρισε τοὺς διαιτητὰς διὰ τοὺς ἀγῶνας τῆς προσεχοῦς Κυριακῆς τοῦ πρωταθλήματος Α΄ Ἐθνικῆς κατηγορίας.: [27, 580, 437, 618]
paragraph: Κύριε διευθυντά, Εἰς τὸ φύλλον τῆς ἐφημερίδος σας ἐδημοσιεύθη ἐπιστολὴ ἀναγνώστου σχετικῶς μὲ τὰς συντάξεις τοῦ Ο.Γ.Α. Ἔχομεν τὴν τιμὴν νὰ σᾶς γνωρίσωμεν ὅτι τὸ θέμα ἐξετάζεται ὑπὸ τῆς ἁρμοδίας ὑπηρεσίας καὶ θὰ ἐπιλυθῇ ἐντὸς τῶν προσεχῶν ἡμερῶν.: [1384, 854, 1560, 948]
headline-somalia: ΕΠΑΝΕΠΑΤΡΙΣΘΗ ΤΟ ΠΛΗΡΩΜΑ ΦΟΡΤΗΓΟΥ ΑΦΟΥ ΕΚΡΑΤΗΘΗ ΕΠΙ ΜΗΝΑΣ ΕΙΣ ΣΟΜΑΛΙΑΝ ΜΕ ΤΗΝ ΚΑΤΗΓΟΡΙΑΝ ΤΗΣ ΚΑΤΑΣΚΟΠΙΑΣ: [480, 889, 970, 953]
paragraph: ΑΘΗΝΑΙ, 18.– Τὸ πρόβλημα τῶν καπνοπαραγωγῶν ἀπησχόλησε χθὲς τὸ ὑπουργεῖον Γεωργίας.: [1009, 462, 1186, 495]
classified-ad: ΠΩΛΕΙΤΑΙ αὐτοκίνητον ἐπιβατηγὸν 1960 εἰς ἀρίστην κατάστασιν. Τηλ. 56-239.: [453, 439, 628, 482]
headline: ΣΕΙΡΑ ΠΡΟΤΕΡΑΙΟΤΗΤΟΣ ΔΙΑ ΤΗΝ ΤΟΠΟΘΕΤΗΣΙΝ ΤΩΝ ΑΝΕΡΓΩΝ: [1019, 836, 1176, 878]
headline: ΑΡΝΕΙΤΑΙ Η ΚΑΤΑΒΟΛΗ ΤΩΝ ΑΝΑΔΡΟΜΙΚΩΝ ΕΙΣ ΤΟ ΠΡΟΣΩΠΙΚΟΝ ΤΟΥ ΟΑΣΘ: [1011, 8, 1184, 50]
classified-ad: ΠΩΛΟΥΝΤΑΙ διαμερίσματα 80 καὶ 100 τ.μ. εἰς νεόδμητον πολυκατοικίαν. Τηλ. 76-851.: [453, 212, 628, 255]
article-body: [1009, 1058, 1186, 1093]
article-body: [453, 959, 998, 1016]
letter-signature: Εὐχαριστῶ διὰ τὴν φιλοξενίαν: [1421, 812, 1560, 822]
classifieds-header: ΜΙΚΡΑΙ ΑΓΓΕΛΙΑΙ: Πωλήσεις, Ζητήσεις: [453, 14, 998, 104]
headline: ΑΠΕΡΓΕΙ ΓΙΑ ΤΡΙΤΗ ΤΟ ΠΡΟΣΩΠΙΚΟΝ ΤΟΥ ΟΤΕ: [1025, 1107, 1170, 1135]
classified-ad: ΕΝΟΙΚΙΑΖΟΝΤΑΙ δωμάτια ἐπιπλωμένα εἰς φοιτητάς. Ὁδὸς Μητροπόλεως 45.: [638, 212, 813, 255]
article-body: [453, 641, 998, 724]
classified-ad: ΖΗΤΕΙΤΑΙ ὑπάλληλος διὰ τὴν λογιστικὴν παρακολούθησιν. Τηλ. 27-636.: [453, 396, 628, 439]
letters-grid: [1198, 582, 1560, 1212]
column-rule: [443, 0, 444, 2331]
divider: [27, 829, 437, 831]
letter-column: [1198, 582, 1374, 1212]
headline-theodorakis: ΚΑΤΕΤΕΘΗ ΕΡΩΤΗΣΙΣ ΔΙΑ ΤΗΝ ΑΠΑΓΟΡΕΥΣΙΝ ΤΗΣ ΜΕΤΑΔΟΣΕΩΣ ΑΠΟ ΡΑΔΙΟΦΩΝΟΥ ΤΩΝ ΤΡΑΓΟΥΔΙΩΝ ΤΟΥ ΜΙΚΗ ΘΕΟΔΩΡΑΚΗ: [471, 743, 979, 807]
article-body: [1009, 787, 1186, 822]
paragraph: ΑΘΗΝΑΙ, 18.– Ὁ ὑπουργὸς Βιομηχανίας ἐδέχθη χθὲς τὴν διοίκησιν τοῦ Βιοτεχνικοῦ Ἐπιμελητηρίου, μὲ τὴν ὁποίαν συνεζήτησε θέματα τοῦ κλάδου. Τὸ ὑπουργεῖον Ἐμπορίου ἀνεκοίνωσεν ὅτι συνεχίζονται οἱ ἔλεγχοι τῶν τιμῶν εἰς τὴν ἀγοράν. Ἡ ἰσχὺς τοῦ διατάγματος τούτου ἤρχισεν ἀπὸ τῆς χθές.: [27, 1123, 437, 1174]
divider: [1009, 1191, 1186, 1192]
headline-exams: Πτυχιακαί ἐξετάσεις τῆς κτηνιατρικῆς φιλοσοφικῆς καί φυσικομαθηματικῆς: [1207, 52, 1550, 117]
paragraph: ΑΘΗΝΑΙ, 18.– Ὁ ὑπουργὸς Γεωργίας ἀπεφάσισε νὰ ἐπιτραπῇ ἡ ἄλεσις τοῦ σίτου τοῦ ἐλευθέρου ἐμπορίου.: [1009, 1230, 1186, 1265]
article-body: [27, 293, 437, 821]
divider: [453, 731, 998, 733]
ad-title: ΠΕΤΡΕΛΑΙΟΝ ΘΕΡΜΑΝΣΕΩΣ: [1029, 1285, 1166, 1325]
